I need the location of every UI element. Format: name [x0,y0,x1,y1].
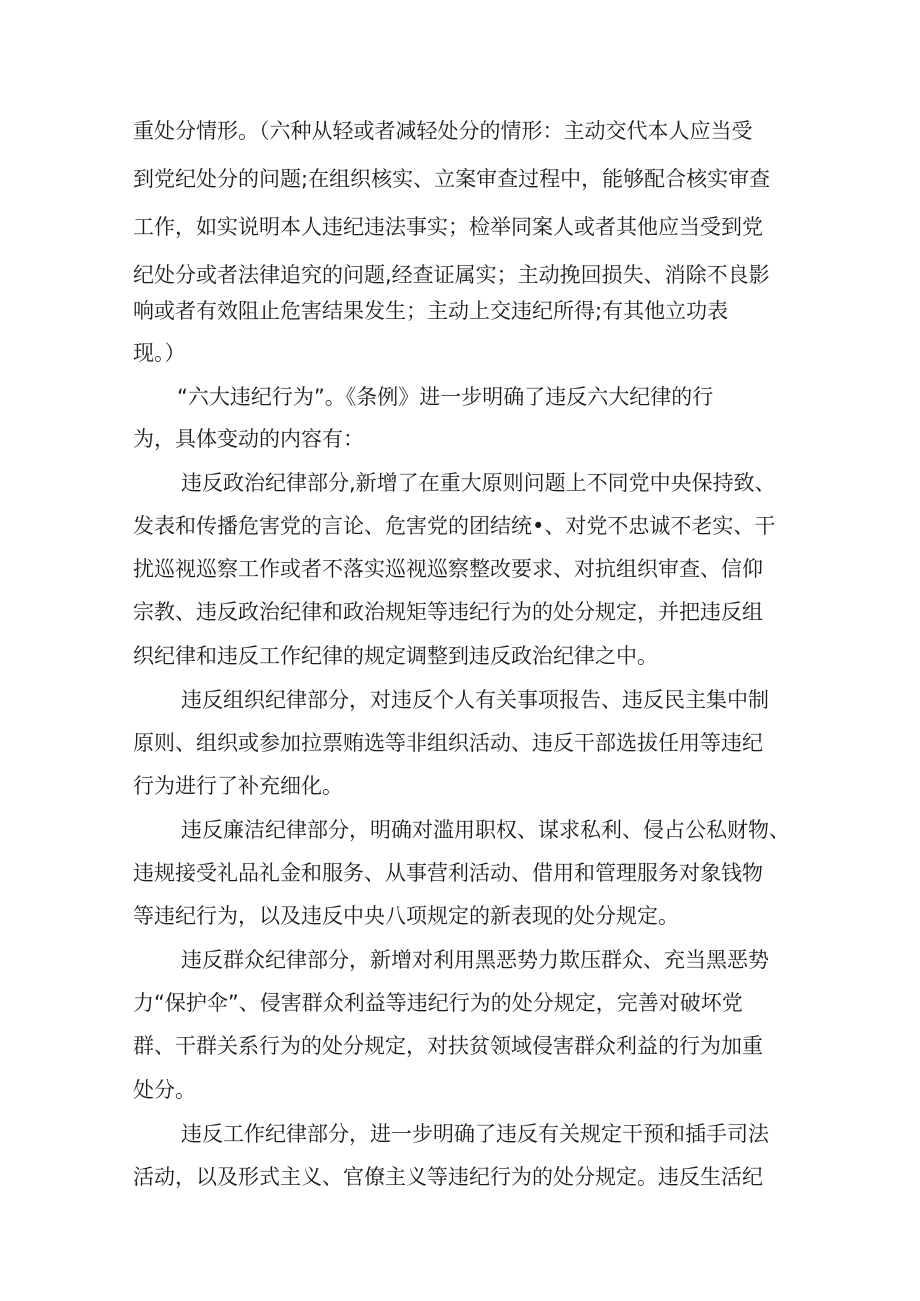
text-line: 活动，以及形式主义、官僚主义等违纪行为的处分规定。违反生活纪 [133,1165,763,1189]
text-line: 织纪律和违反工作纪律的规定调整到违反政治纪律之中。 [133,644,658,668]
text-line: 违规接受礼品礼金和服务、从事营利活动、借用和管理服务对象钱物 [133,861,763,885]
text-line: 纪处分或者法律追究的问题,经查证属实；主动挽回损失、消除不良影 [133,263,770,287]
text-line: 违反组织纪律部分，对违反个人有关事项报告、违反民主集中制 [181,688,769,712]
text-line: 响或者有效阻止危害结果发生；主动上交违纪所得;有其他立功表 [133,299,729,323]
text-line: 违反廉洁纪律部分，明确对滥用职权、谋求私利、侵占公私财物、 [181,818,790,842]
text-line: 发表和传播危害党的言论、危害党的团结统•、对党不忠诚不老实、干 [133,514,776,538]
text-line: 为，具体变动的内容有： [133,427,364,451]
text-line: 违反政治纪律部分,新增了在重大原则问题上不同党中央保持致、 [181,471,776,495]
text-line: 违反群众纪律部分，新增对利用黑恶势力欺压群众、充当黑恶势 [181,948,769,972]
text-line: 违反工作纪律部分，进一步明确了违反有关规定干预和插手司法 [181,1122,769,1146]
text-line: 力“保护伞”、侵害群众利益等违纪行为的处分规定，完善对破坏党 [133,991,743,1015]
text-line: 处分。 [133,1078,196,1102]
text-line: 群、干群关系行为的处分规定，对扶贫领域侵害群众利益的行为加重 [133,1034,763,1058]
text-line: 原则、组织或参加拉票贿选等非组织活动、违反干部选拔任用等违纪 [133,731,763,755]
text-line: 工作，如实说明本人违纪违法事实；检举同案人或者其他应当受到党 [133,215,763,239]
text-line: 现。） [133,341,186,365]
text-line: 重处分情形。（六种从轻或者减轻处分的情形：主动交代本人应当受 [133,119,753,143]
text-line: “六大违纪行为”。《条例》进一步明确了违反六大纪律的行 [177,385,714,409]
text-line: 宗教、违反政治纪律和政治规矩等违纪行为的处分规定，并把违反组 [133,600,763,624]
text-line: 等违纪行为，以及违反中央八项规定的新表现的处分规定。 [133,904,679,928]
text-line: 到党纪处分的问题;在组织核实、立案审查过程中，能够配合核实审查 [133,167,771,191]
text-line: 扰巡视巡察工作或者不落实巡视巡察整改要求、对抗组织审查、信仰 [133,557,763,581]
text-line: 行为进行了补充细化。 [133,774,343,798]
